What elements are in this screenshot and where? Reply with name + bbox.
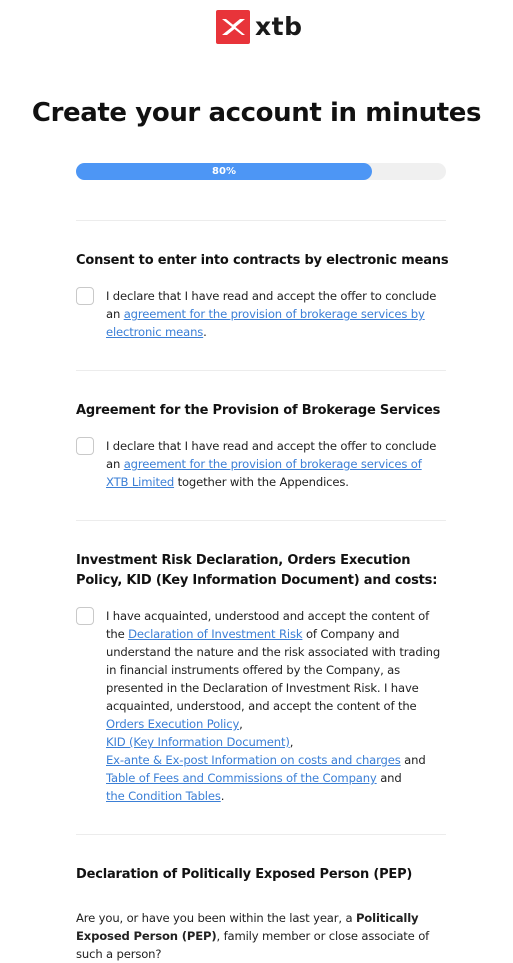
investment-risk-text [106,607,446,805]
costs-and-charges-link[interactable]: Ex-ante & Ex-post Information on costs and charges [106,753,401,767]
text: , [289,735,294,749]
text: , [239,717,243,731]
text: , family member or close associate of such a person? [76,929,430,961]
electronic-consent-text [106,287,446,341]
fees-and-commissions-link[interactable]: Table of Fees and Commissions of the Company [106,771,377,785]
xtb-logo-text: xtb [255,12,303,41]
checkbox-electronic-consent[interactable] [76,287,94,305]
page-title: Create your account in minutes [31,98,482,128]
text: I have acquainted, understood and accept the content of the [106,609,430,641]
divider [76,370,446,371]
pep-question-text [76,909,446,963]
brokerage-agreement-link[interactable]: agreement for the provision of brokerage services of XTB Limited [106,457,422,489]
progress-bar-fill [76,163,372,180]
text: I declare that I have read and accept the offer to conclude an [106,289,437,321]
text: of Company and understand the nature and the risk associated with trading in financial instruments offered by the Company, as presented in the Declaration of Investment Risk. I have acquainted, understood, and accept the content of the [106,627,441,713]
section-title-pep: Declaration of Politically Exposed Person (PEP) [76,867,413,882]
divider [76,220,446,221]
text: and [400,753,426,767]
text: . [220,789,225,803]
text: Are you, or have you been within the last year, a [76,911,356,925]
checkbox-investment-risk[interactable] [76,607,94,625]
divider [76,520,446,521]
checkbox-brokerage-agreement[interactable] [76,437,94,455]
pep-bold-term: Politically Exposed Person (PEP) [76,911,419,943]
section-title-investment-risk: Investment Risk Declaration, Orders Execution Policy, KID (Key Information Document) and costs: [76,553,438,588]
xtb-logo[interactable] [216,10,302,44]
section-title-brokerage-agreement: Agreement for the Provision of Brokerage Services [76,403,441,418]
investment-risk-declaration-link[interactable]: Declaration of Investment Risk [128,627,303,641]
xtb-logo-icon [216,10,250,44]
brokerage-agreement-text [106,437,446,491]
section-title-electronic-consent: Consent to enter into contracts by electronic means [76,253,449,268]
text: . [203,325,207,339]
divider [76,834,446,835]
text: and [376,771,402,785]
orders-execution-policy-link[interactable]: Orders Execution Policy [106,717,240,731]
condition-tables-link[interactable]: the Condition Tables [106,789,221,803]
electronic-means-agreement-link[interactable]: agreement for the provision of brokerage services by electronic means [106,307,425,339]
text: together with the Appendices. [174,475,349,489]
progress-label: 80% [212,166,236,177]
text: I declare that I have read and accept the offer to conclude an [106,439,437,471]
header [0,8,513,46]
progress-bar [76,163,446,180]
kid-link[interactable]: KID (Key Information Document) [106,735,290,749]
